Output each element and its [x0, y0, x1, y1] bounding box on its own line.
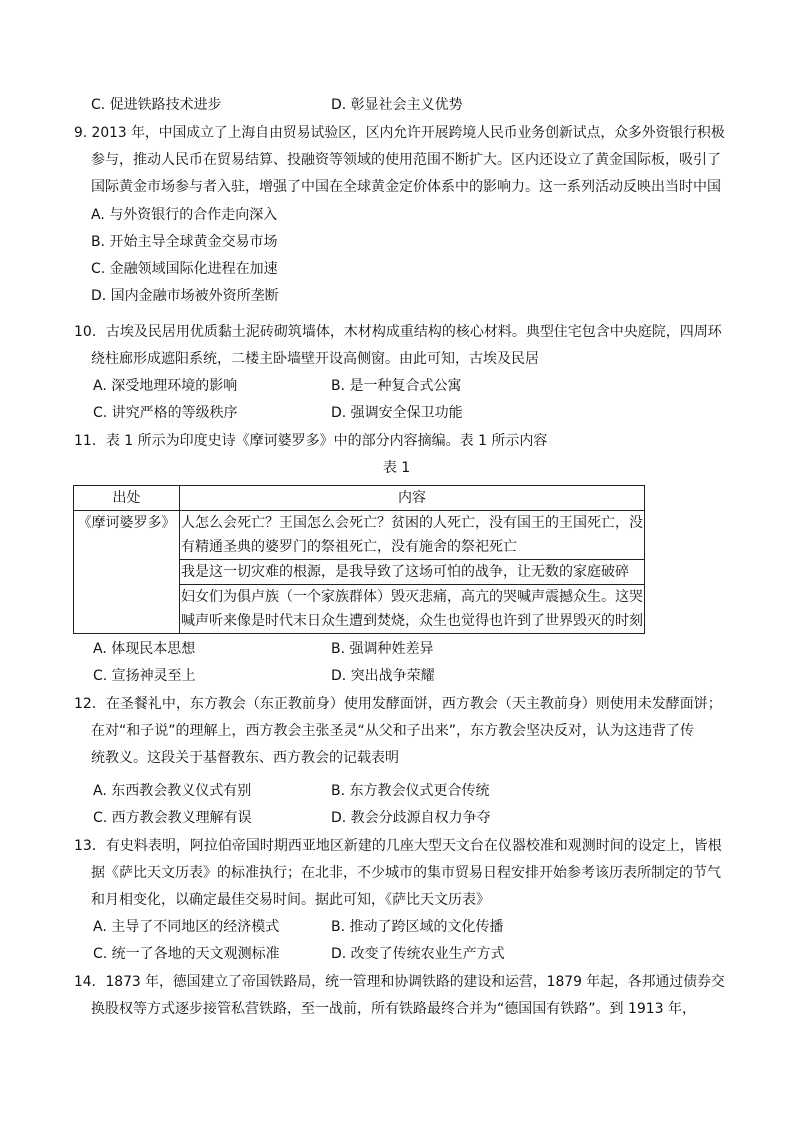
q12-option-a: A. 东西教会教义仪式有别: [93, 783, 252, 799]
q13-stem-line-1: 13．有史料表明，阿拉伯帝国时期西亚地区新建的几座大型天文台在仪器校准和观测时间的设定上，皆根: [74, 838, 722, 854]
q10-stem-line-2: 绕柱廊形成遮阳系统，二楼主卧墙壁开设高侧窗。由此可知，古埃及民居: [91, 351, 539, 367]
q12-stem-line-3: 统教义。这段关于基督教东、西方教会的记载表明: [91, 750, 399, 766]
q13-stem-line-2: 据《萨比天文历表》的标准执行；在北非，不少城市的集市贸易日程安排开始参考该历表所制定的节气: [91, 865, 721, 881]
q12-option-c: C. 西方教会教义理解有误: [93, 810, 252, 826]
excerpt-table: [73, 485, 645, 634]
q8-option-d: D. 彰显社会主义优势: [331, 97, 463, 113]
q11-option-c: C. 宣扬神灵至上: [93, 668, 196, 684]
q11-option-b: B. 强调种姓差异: [331, 641, 434, 657]
table-row: [74, 511, 645, 560]
table-cell-source: 《摩诃婆罗多》: [74, 511, 180, 634]
q13-option-d: D. 改变了传统农业生产方式: [331, 946, 505, 962]
q8-option-c: C. 促进铁路技术进步: [91, 97, 222, 113]
q9-stem-line-2: 参与，推动人民币在贸易结算、投融资等领域的使用范围不断扩大。区内还设立了黄金国际板，吸引了: [91, 152, 721, 168]
q9-option-b: B. 开始主导全球黄金交易市场: [91, 234, 278, 250]
q10-option-c: C. 讲究严格的等级秩序: [93, 405, 238, 421]
q10-stem-line-1: 10．古埃及民居用优质黏土泥砖砌筑墙体，木材构成重结构的核心材料。典型住宅包含中央庭院，四周环: [74, 324, 722, 340]
table-header-row: [74, 486, 645, 511]
q9-stem-line-3: 国际黄金市场参与者入驻，增强了中国在全球黄金定价体系中的影响力。这一系列活动反映出当时中国: [91, 179, 721, 195]
q11-option-a: A. 体现民本思想: [93, 641, 196, 657]
q12-option-b: B. 东方教会仪式更合传统: [331, 783, 490, 799]
table-cell-content: [180, 511, 645, 560]
table-header-content: 内容: [180, 486, 645, 511]
table-cell-content: [180, 560, 645, 585]
q14-stem-line-2: 换股权等方式逐步接管私营铁路，至一战前，所有铁路最终合并为“德国国有铁路”。到 1913 年，: [91, 1001, 697, 1017]
q12-stem-line-2: 在对“和子说”的理解上，西方教会主张圣灵“从父和子出来”，东方教会坚决反对，认为这违背了传: [91, 723, 695, 739]
q14-stem-line-1: 14．1873 年，德国建立了帝国铁路局，统一管理和协调铁路的建设和运营，1879 年起，各邦通过债券交: [74, 974, 725, 990]
q11-option-d: D. 突出战争荣耀: [331, 668, 435, 684]
q10-option-a: A. 深受地理环境的影响: [93, 378, 238, 394]
q9-stem-line-1: 9. 2013 年，中国成立了上海自由贸易试验区，区内允许开展跨境人民币业务创新试点，众多外资银行积极: [74, 125, 725, 141]
q10-option-d: D. 强调安全保卫功能: [331, 405, 463, 421]
q13-option-b: B. 推动了跨区域的文化传播: [331, 919, 504, 935]
table-header-source: 出处: [74, 486, 180, 511]
q9-option-d: D. 国内金融市场被外资所垄断: [91, 288, 279, 304]
table-cell-line: 有精通圣典的婆罗门的祭祖死亡，没有施舍的祭祀死亡: [181, 539, 517, 555]
q12-stem-line-1: 12．在圣餐礼中，东方教会（东正教前身）使用发酵面饼，西方教会（天主教前身）则使用未发酵面饼；: [74, 696, 722, 712]
q9-option-c: C. 金融领域国际化进程在加速: [91, 261, 278, 277]
table-cell-line: 妇女们为俱卢族（一个家族群体）毁灭悲痛，高亢的哭喊声震撼众生。这哭: [181, 589, 643, 605]
q12-option-d: D. 教会分歧源自权力争夺: [331, 810, 491, 826]
table-caption: 表 1: [382, 460, 411, 476]
q13-option-c: C. 统一了各地的天文观测标准: [93, 946, 280, 962]
q9-option-a: A. 与外资银行的合作走向深入: [91, 207, 278, 223]
table-cell-line: 人怎么会死亡？王国怎么会死亡？贫困的人死亡，没有国王的王国死亡，没: [181, 515, 643, 531]
q13-option-a: A. 主导了不同地区的经济模式: [93, 919, 280, 935]
table-cell-content: [180, 585, 645, 634]
q10-option-b: B. 是一种复合式公寓: [331, 378, 462, 394]
table-cell-line: 我是这一切灾难的根源，是我导致了这场可怕的战争，让无数的家庭破碎: [181, 564, 629, 580]
table-cell-line: 喊声听来像是时代末日众生遭到焚烧，众生也觉得也许到了世界毁灭的时刻: [181, 613, 643, 629]
q11-stem: 11．表 1 所示为印度史诗《摩诃婆罗多》中的部分内容摘编。表 1 所示内容: [74, 433, 548, 449]
q13-stem-line-3: 和月相变化，以确定最佳交易时间。据此可知，《萨比天文历表》: [91, 892, 490, 908]
